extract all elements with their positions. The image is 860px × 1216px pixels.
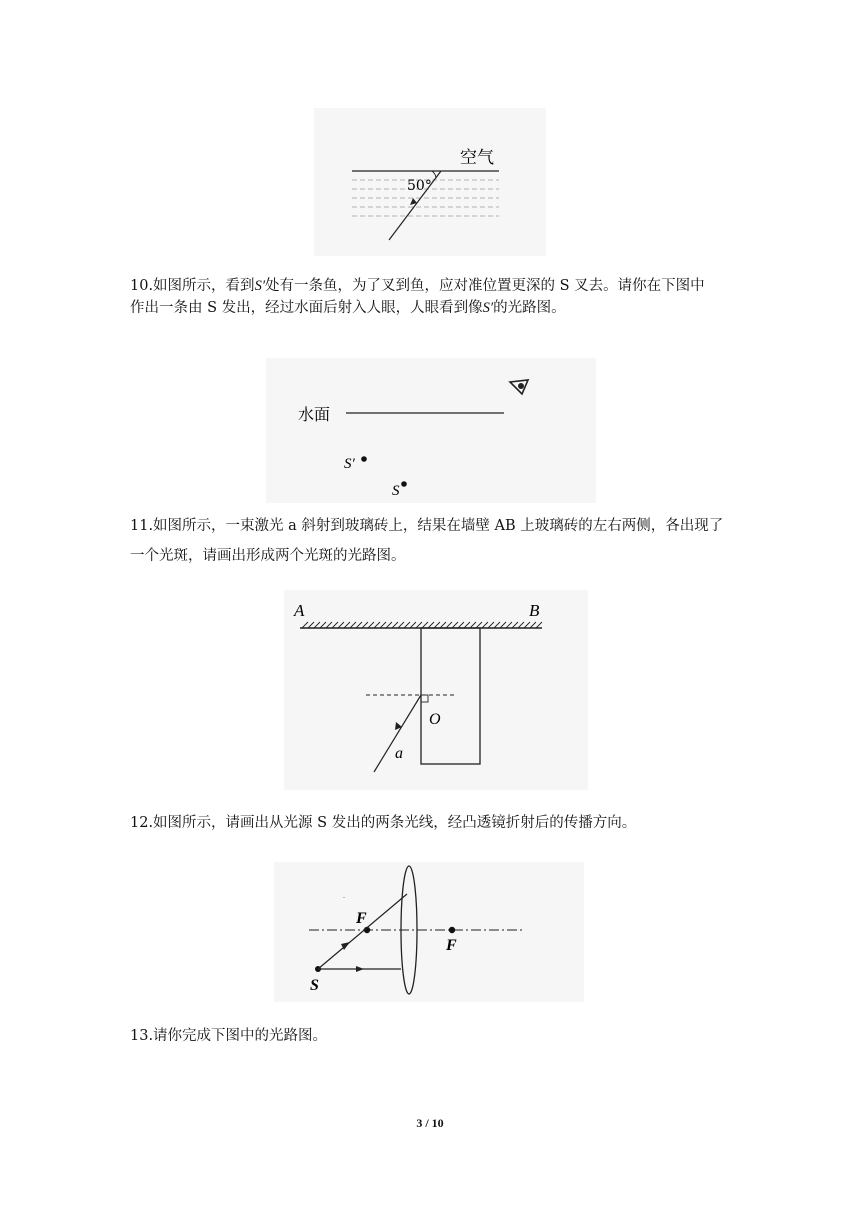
question-11-line-2: 一个光斑，请画出形成两个光斑的光路图。	[130, 548, 406, 565]
point-s-prime	[361, 456, 367, 462]
ray-2-arrowhead	[356, 966, 364, 972]
angle-label: 50°	[407, 178, 432, 194]
question-10-line-1: 10.如图所示，看到S′处有一条鱼，为了叉到鱼，应对准位置更深的 S 叉去。请你在下图中	[130, 278, 705, 294]
label-a-upper: A	[294, 601, 305, 620]
figure-fish-image	[266, 358, 596, 503]
label-b-upper: B	[529, 601, 540, 620]
ray-through-focus	[318, 894, 407, 969]
question-11-line-1: 11.如图所示，一束激光 a 斜射到玻璃砖上，结果在墙壁 AB 上玻璃砖的左右两侧，各出现了	[130, 518, 724, 534]
glass-brick-diagram	[284, 590, 588, 790]
convex-lens-diagram	[274, 862, 584, 1002]
figure-glass-brick	[284, 590, 588, 790]
label-f-right: F	[446, 937, 457, 954]
angle-arc	[432, 171, 436, 178]
water-surface-label: 水面	[298, 405, 331, 424]
label-s: S	[392, 483, 400, 499]
right-angle-mark	[421, 695, 428, 702]
question-13: 13.请你完成下图中的光路图。	[130, 1028, 328, 1044]
air-label: 空气	[460, 148, 494, 168]
figure-refraction-air-water	[314, 108, 546, 256]
label-a-lower: a	[395, 745, 403, 762]
question-10-line-2: 作出一条由 S 发出，经过水面后射入人眼，人眼看到像S′的光路图。	[130, 300, 566, 317]
question-11	[130, 515, 735, 568]
question-10	[130, 275, 735, 320]
glass-brick	[421, 628, 480, 764]
eye-icon	[510, 380, 528, 394]
label-o: O	[429, 711, 441, 728]
wall-hatching	[302, 622, 542, 628]
focus-right	[449, 927, 455, 933]
refraction-diagram	[314, 108, 546, 256]
figure-convex-lens	[274, 862, 584, 1002]
label-s-prime: S′	[344, 456, 355, 472]
point-s	[401, 481, 407, 487]
page-number: 3 / 10	[416, 1116, 444, 1130]
fish-diagram	[266, 358, 596, 503]
label-s: S	[310, 977, 319, 994]
question-12: 12.如图所示，请画出从光源 S 发出的两条光线，经凸透镜折射后的传播方向。	[130, 815, 637, 831]
label-f-left: F	[356, 910, 367, 927]
